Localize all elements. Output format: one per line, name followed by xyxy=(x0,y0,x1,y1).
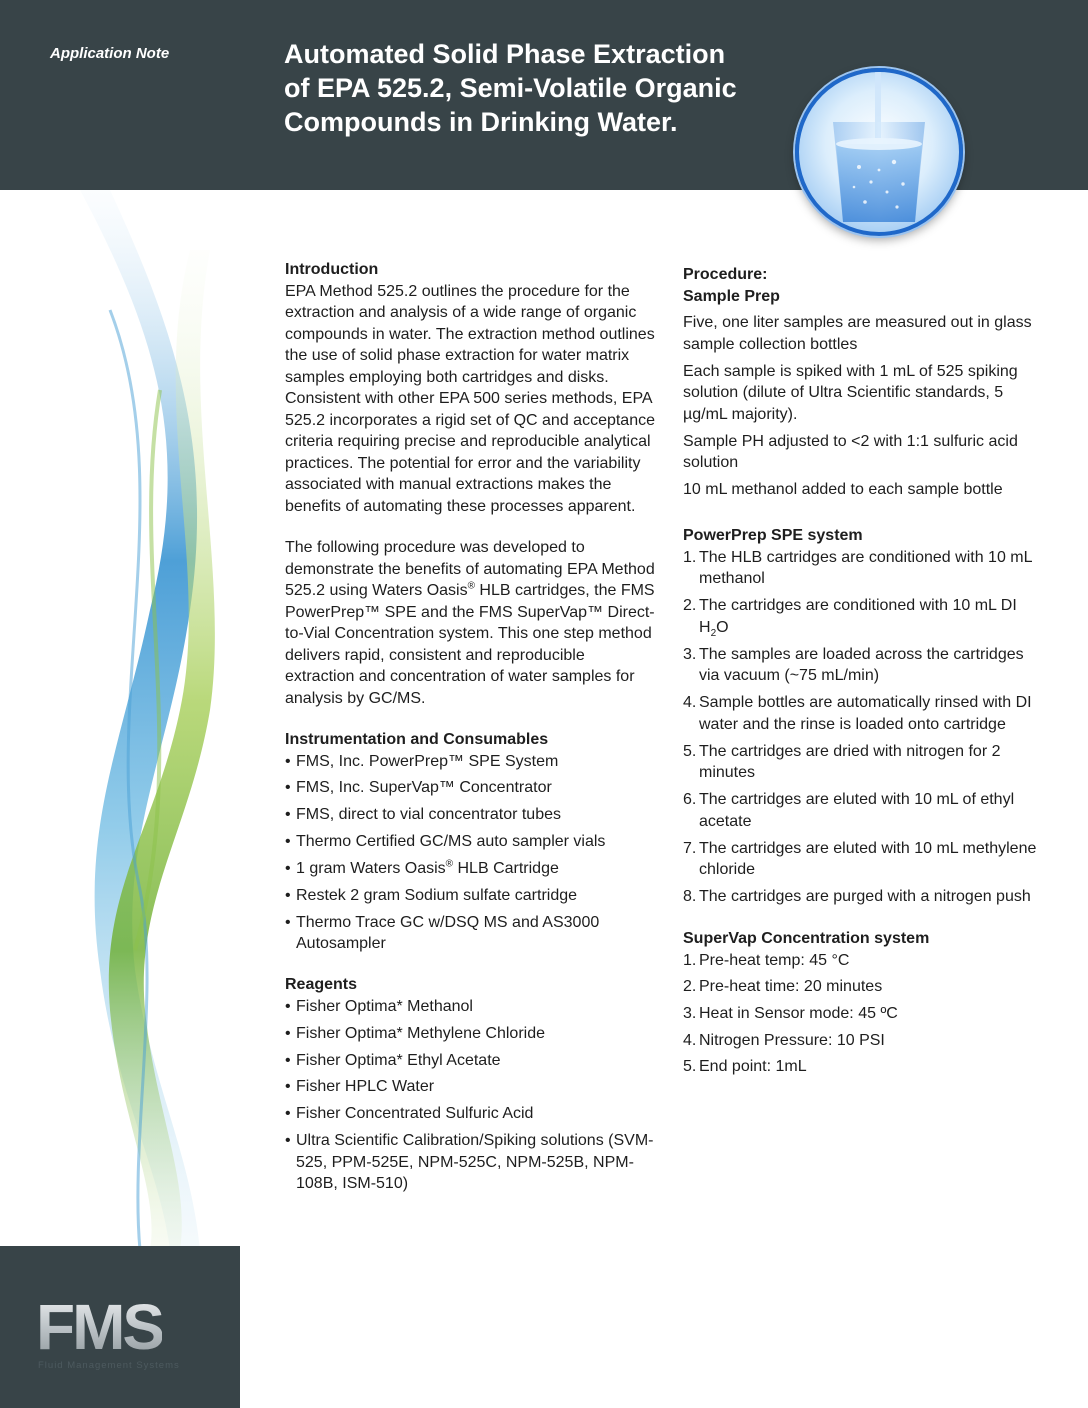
paragraph-text: The following procedure was developed to demonstrate the benefits of automating EPA Method 525.2 using Waters Oasis xyxy=(285,539,655,599)
step-number: 5. xyxy=(683,1058,697,1076)
numbered-step xyxy=(683,886,1043,908)
numbered-step xyxy=(683,692,1043,735)
decorative-swoosh xyxy=(40,190,230,1250)
step-number: 1. xyxy=(683,548,697,566)
paragraph-text: HLB cartridges, the FMS PowerPrep™ SPE and the FMS SuperVap™ Direct-to-Vial Concentration system. This one step method delivers rapid, consistent and reproducible extraction and concentration of water samples for analysis by GC/MS. xyxy=(285,582,655,707)
step-text: The cartridges are purged with a nitrogen push xyxy=(699,888,1031,905)
supervap-steps xyxy=(683,950,1043,1078)
step-number: 4. xyxy=(683,1031,697,1049)
step-text: Heat in Sensor mode: 45 ºC xyxy=(699,1004,898,1022)
numbered-step xyxy=(683,644,1043,687)
spacer xyxy=(285,517,657,537)
numbered-step xyxy=(683,976,1043,998)
list-item-text: HLB Cartridge xyxy=(453,860,559,878)
numbered-step xyxy=(683,1056,1043,1078)
document-type-label: Application Note xyxy=(50,45,170,62)
spacer xyxy=(285,709,657,729)
sample-prep-step: Each sample is spiked with 1 mL of 525 spiking solution (dilute of Ultra Scientific standards, 5 µg/mL majority). xyxy=(683,362,1018,423)
spacer xyxy=(683,913,1043,928)
step-text: The cartridges are eluted with 10 mL methylene chloride xyxy=(699,839,1037,878)
title-line: of EPA 525.2, Semi-Volatile Organic xyxy=(284,73,737,103)
step-text: Pre-heat temp: 45 °C xyxy=(699,951,850,969)
sample-prep-step: 10 mL methanol added to each sample bottle xyxy=(683,481,1003,498)
step-number: 3. xyxy=(683,1004,697,1022)
step-text: Nitrogen Pressure: 10 PSI xyxy=(699,1031,885,1049)
title-line: Compounds in Drinking Water. xyxy=(284,107,678,137)
step-number: 8. xyxy=(683,888,697,905)
sample-prep-heading: Sample Prep xyxy=(683,287,780,305)
right-column xyxy=(683,264,1043,1083)
step-text: Sample bottles are automatically rinsed with DI water and the rinse is loaded onto cartridge xyxy=(699,694,1032,733)
supervap-heading: SuperVap Concentration system xyxy=(683,930,930,947)
list-item: • Restek 2 gram Sodium sulfate cartridge xyxy=(285,885,657,907)
reagents-list xyxy=(285,996,657,1195)
numbered-step xyxy=(683,741,1043,784)
sample-prep-step: Five, one liter samples are measured out in glass sample collection bottles xyxy=(683,314,1032,353)
spacer xyxy=(683,506,1043,525)
numbered-step xyxy=(683,547,1043,590)
step-number: 2. xyxy=(683,978,697,996)
list-item: • FMS, direct to vial concentrator tubes xyxy=(285,804,657,826)
numbered-step xyxy=(683,1030,1043,1052)
page-title xyxy=(284,37,804,139)
list-item: • Fisher Optima* Methanol xyxy=(285,996,657,1018)
instrumentation-list xyxy=(285,751,657,955)
water-glass-illustration xyxy=(799,72,959,232)
step-number: 2. xyxy=(683,597,697,614)
step-number: 7. xyxy=(683,839,697,857)
list-item: • Thermo Certified GC/MS auto sampler vials xyxy=(285,831,657,853)
step-text: The cartridges are dried with nitrogen for 2 minutes xyxy=(699,742,1001,781)
instrumentation-heading: Instrumentation and Consumables xyxy=(285,731,549,748)
numbered-step xyxy=(683,950,1043,972)
procedure-summary-paragraph xyxy=(285,537,657,709)
step-number: 4. xyxy=(683,694,697,711)
sample-prep-step: Sample PH adjusted to <2 with 1:1 sulfuric acid solution xyxy=(683,432,1018,471)
numbered-step xyxy=(683,595,1043,638)
step-number: 5. xyxy=(683,742,697,760)
powerprep-steps xyxy=(683,547,1043,908)
step-text: The samples are loaded across the cartridges via vacuum (~75 mL/min) xyxy=(699,645,1024,684)
numbered-step xyxy=(683,1003,1043,1025)
procedure-heading: Procedure: xyxy=(683,266,768,283)
subscript: 2 xyxy=(710,627,717,639)
registered-mark: ® xyxy=(467,580,475,592)
step-number: 1. xyxy=(683,951,697,969)
list-item-text: 1 gram Waters Oasis xyxy=(296,860,446,878)
step-text: The cartridges are eluted with 10 mL of ethyl acetate xyxy=(699,791,1015,830)
list-item xyxy=(285,858,657,880)
list-item: • Fisher Optima* Methylene Chloride xyxy=(285,1023,657,1045)
list-item: • Ultra Scientific Calibration/Spiking solutions (SVM-525, PPM-525E, NPM-525C, NPM-525B, NPM-108B, ISM-510) xyxy=(285,1130,657,1195)
water-glass-photo xyxy=(795,68,963,236)
reagents-heading: Reagents xyxy=(285,976,358,994)
title-line: Automated Solid Phase Extraction xyxy=(284,39,726,69)
step-number: 3. xyxy=(683,645,697,663)
list-item: • Thermo Trace GC w/DSQ MS and AS3000 Autosampler xyxy=(285,912,657,955)
step-text: The HLB cartridges are conditioned with 10 mL methanol xyxy=(699,548,1032,587)
list-item: • FMS, Inc. PowerPrep™ SPE System xyxy=(285,751,657,773)
step-number: 6. xyxy=(683,791,697,808)
spacer xyxy=(285,960,657,974)
introduction-heading: Introduction xyxy=(285,261,379,278)
step-text: The cartridges are conditioned with 10 mL DI H xyxy=(699,597,1017,636)
step-text: Pre-heat time: 20 minutes xyxy=(699,978,883,996)
list-item: • Fisher Optima* Ethyl Acetate xyxy=(285,1050,657,1072)
logo-subtitle: Fluid Management Systems xyxy=(38,1360,180,1371)
list-item: • FMS, Inc. SuperVap™ Concentrator xyxy=(285,777,657,799)
numbered-step xyxy=(683,789,1043,832)
fms-logo: FMS xyxy=(36,1291,163,1363)
left-column xyxy=(285,259,657,1200)
introduction-paragraph: EPA Method 525.2 outlines the procedure for the extraction and analysis of a wide range of organic compounds in water. The extraction method outlines the use of solid phase extraction for water matrix samples employing both cartridges and disks. Consistent with other EPA 500 series methods, EPA 525.2 incorporates a rigid set of QC and acceptance criteria requiring precise and reproducible analytical practices. The potential for error and the variability associated with manual extractions makes the benefits of automating these processes apparent. xyxy=(285,282,655,515)
step-text: End point: 1mL xyxy=(699,1058,807,1076)
list-item: • Fisher HPLC Water xyxy=(285,1076,657,1098)
list-item: • Fisher Concentrated Sulfuric Acid xyxy=(285,1103,657,1125)
numbered-step xyxy=(683,838,1043,881)
registered-mark: ® xyxy=(445,858,454,870)
step-text: O xyxy=(716,618,729,636)
powerprep-heading: PowerPrep SPE system xyxy=(683,527,863,544)
